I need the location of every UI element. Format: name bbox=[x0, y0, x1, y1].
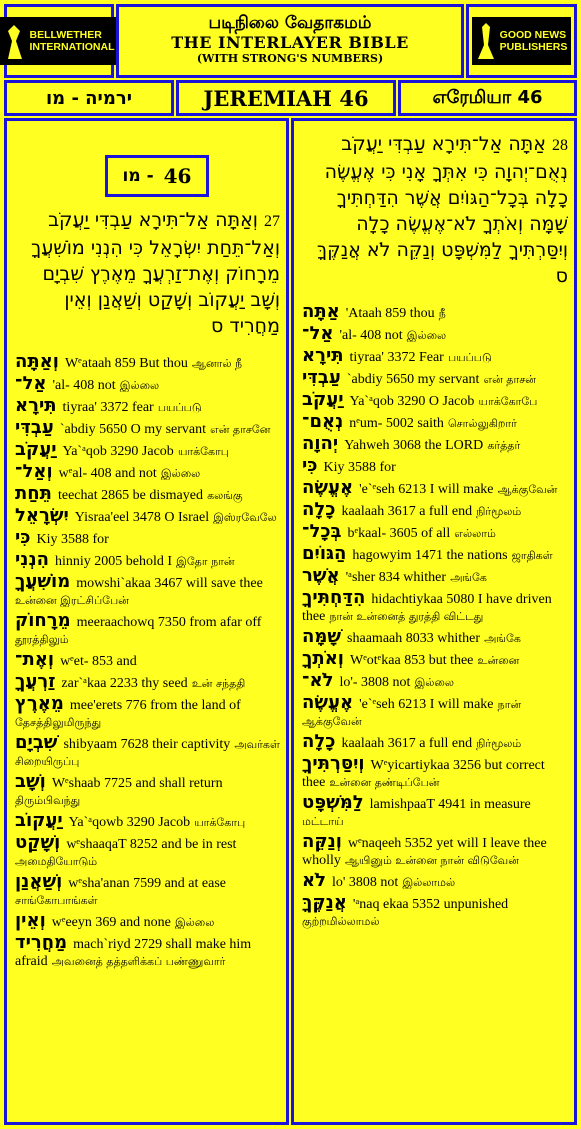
tamil-gloss: இதோ நான் bbox=[176, 555, 235, 568]
word-entry bbox=[15, 419, 280, 438]
word-entry bbox=[15, 812, 280, 831]
title-box bbox=[116, 4, 464, 78]
english-gloss: teechat 2865 be dismayed bbox=[57, 488, 203, 503]
word-entry bbox=[302, 833, 568, 869]
hebrew-word: וְשָׁקַט bbox=[15, 832, 61, 853]
english-gloss: lo' 3808 not bbox=[332, 875, 399, 890]
word-entry bbox=[302, 413, 568, 432]
word-entry bbox=[15, 734, 280, 770]
word-entry bbox=[302, 628, 568, 647]
english-gloss: hinniy 2005 behold I bbox=[54, 554, 173, 569]
tamil-gloss: யாக்கோபே bbox=[478, 395, 538, 408]
verse-28 bbox=[302, 131, 568, 289]
english-gloss: lo'- 3808 not bbox=[339, 675, 411, 690]
word-entry bbox=[302, 672, 568, 691]
hebrew-word: אֲנַקֶּךָּ bbox=[302, 892, 347, 913]
hebrew-word: לֹא bbox=[302, 870, 326, 891]
tamil-gloss: அவனைத் தத்தளிக்கப் பண்ணுவார் bbox=[51, 955, 226, 968]
english-gloss: tiyraa' 3372 Fear bbox=[349, 350, 444, 365]
hebrew-word: מֵרָחוֹק bbox=[15, 610, 71, 631]
word-entry bbox=[15, 507, 280, 526]
word-entry bbox=[302, 479, 568, 498]
word-entry bbox=[15, 441, 280, 460]
hebrew-word: מוֹשִׁעֲךָ bbox=[15, 571, 71, 592]
english-gloss: lamishpaaT 4941 in measure bbox=[369, 797, 531, 812]
hebrew-word: וְאַל־ bbox=[15, 461, 53, 482]
word-entry bbox=[302, 347, 568, 366]
word-entry bbox=[302, 391, 568, 410]
hebrew-word: וְשָׁב bbox=[15, 771, 46, 792]
tamil-gloss: சொல்லுகிறார் bbox=[448, 417, 517, 430]
hebrew-word: אֶעֱשֶׂה bbox=[302, 692, 354, 713]
english-gloss: wᵉsha'anan 7599 and at ease bbox=[68, 876, 226, 891]
english-gloss: wᵉnaqeeh 5352 yet will I leave thee wholly bbox=[302, 836, 547, 868]
english-gloss: 'Ataah 859 thou bbox=[345, 306, 435, 321]
hebrew-word: יַעֲקוֹב bbox=[15, 810, 63, 831]
word-entry bbox=[302, 733, 568, 752]
word-list bbox=[302, 303, 568, 930]
hebrew-word: אַתָּה bbox=[302, 301, 340, 322]
tamil-gloss: உன்னை இரட்சிப்பேன் bbox=[15, 594, 129, 607]
english-gloss: 'e`ᵉseh 6213 I will make bbox=[359, 697, 494, 712]
right-column bbox=[291, 118, 577, 1125]
tamil-gloss: மட்டாய் bbox=[302, 815, 344, 828]
hebrew-word: אֲשֶׁר bbox=[302, 565, 340, 586]
good-news-logo bbox=[466, 4, 577, 78]
book-tamil: எரேமியா 46 bbox=[398, 80, 577, 116]
tamil-gloss: திரும்பிவந்து bbox=[15, 794, 81, 807]
hebrew-word: זַרְעֲךָ bbox=[15, 671, 56, 692]
english-gloss: kaalaah 3617 a full end bbox=[341, 504, 473, 519]
word-entry bbox=[302, 894, 568, 930]
english-gloss: Wᵉshaab 7725 and shall return bbox=[51, 776, 223, 791]
tamil-gloss: உன் சந்ததி bbox=[191, 677, 246, 690]
hebrew-word: יַעֲקֹב bbox=[302, 389, 344, 410]
tamil-gloss: நீ bbox=[438, 307, 446, 320]
hebrew-word: הִדַּחְתִּיךָ bbox=[302, 587, 366, 608]
tamil-gloss: கர்த்தர் bbox=[487, 439, 521, 452]
good-news-line1: GOOD NEWS bbox=[499, 29, 567, 41]
trumpet-icon bbox=[476, 21, 496, 61]
english-gloss: wᵉal- 408 and not bbox=[58, 466, 157, 481]
hebrew-word: הִנְנִי bbox=[15, 549, 49, 570]
bellwether-line2: INTERNATIONAL bbox=[29, 41, 115, 53]
word-entry bbox=[302, 694, 568, 730]
word-entry bbox=[302, 872, 568, 891]
english-gloss: 'ᵃsher 834 whither bbox=[345, 570, 447, 585]
hebrew-word: וְאֶת־ bbox=[15, 649, 55, 670]
english-gloss: `abdiy 5650 O my servant bbox=[59, 422, 207, 437]
english-gloss: `abdiy 5650 my servant bbox=[346, 372, 480, 387]
tamil-gloss: உன்னை bbox=[477, 654, 520, 667]
bellwether-line1: BELLWETHER bbox=[29, 29, 102, 41]
word-entry bbox=[302, 325, 568, 344]
word-entry bbox=[15, 912, 280, 931]
word-entry bbox=[302, 457, 568, 476]
word-entry bbox=[302, 303, 568, 322]
english-gloss: shaamaah 8033 whither bbox=[347, 631, 481, 646]
word-entry bbox=[15, 551, 280, 570]
book-hebrew: ירמיה - מו bbox=[4, 80, 174, 116]
tamil-gloss: இல்லை bbox=[119, 379, 160, 392]
hebrew-word: בְּכָל־ bbox=[302, 521, 342, 542]
tamil-gloss: உன்னை தண்டிப்பேன் bbox=[329, 776, 440, 789]
word-entry bbox=[302, 523, 568, 542]
english-gloss: bᵉkaal- 3605 of all bbox=[347, 526, 451, 541]
english-gloss: Ya`ᵃqob 3290 Jacob bbox=[62, 444, 174, 459]
tamil-gloss: நிர்மூலம் bbox=[476, 505, 522, 518]
tamil-gloss: என் தாசன் bbox=[483, 373, 536, 386]
hebrew-word: וְאֵין bbox=[15, 910, 46, 931]
verse-27 bbox=[15, 207, 280, 339]
hebrew-word: יִשְׂרָאֵל bbox=[15, 505, 69, 526]
hebrew-word: אַל־ bbox=[302, 323, 334, 344]
word-entry bbox=[15, 397, 280, 416]
english-gloss: Yisraa'eel 3478 O Israel bbox=[74, 510, 210, 525]
hebrew-word: הַגּוֹיִם bbox=[302, 543, 347, 564]
tamil-gloss: அங்கே bbox=[450, 571, 487, 584]
chapter-hebrew: מו - bbox=[122, 166, 154, 186]
hebrew-word: תִּירָא bbox=[15, 395, 57, 416]
hebrew-word: מַחֲרִיד bbox=[15, 932, 68, 953]
hebrew-word: עַבְדִּי bbox=[302, 367, 341, 388]
tamil-gloss: பயப்படு bbox=[447, 351, 492, 364]
english-gloss: Yahweh 3068 the LORD bbox=[344, 438, 484, 453]
word-list bbox=[15, 353, 280, 970]
tamil-gloss: இல்லை bbox=[174, 916, 215, 929]
english-gloss: wᵉet- 853 and bbox=[60, 654, 137, 669]
book-english: JEREMIAH 46 bbox=[176, 80, 396, 116]
english-gloss: shibyaam 7628 their captivity bbox=[63, 737, 231, 752]
tamil-gloss: கலங்கு bbox=[207, 489, 243, 502]
word-entry bbox=[15, 773, 280, 809]
tamil-gloss: நான் உன்னைத் துரத்தி விட்டது bbox=[329, 610, 484, 623]
tamil-gloss: நிர்மூலம் bbox=[476, 737, 522, 750]
hebrew-word: אֶעֱשֶׂה bbox=[302, 477, 354, 498]
english-gloss: wᵉeeyn 369 and none bbox=[51, 915, 171, 930]
tamil-gloss: தேசத்திலுமிருந்து bbox=[15, 716, 102, 729]
english-gloss: Wᵉataah 859 But thou bbox=[64, 356, 188, 371]
chapter-badge bbox=[105, 155, 209, 197]
tamil-gloss: ஆயினும் உன்னை நான் விடுவேன் bbox=[345, 854, 519, 867]
hebrew-word: וְאַתָּה bbox=[15, 351, 59, 372]
english-gloss: Ya`ᵃqowb 3290 Jacob bbox=[68, 815, 191, 830]
english-gloss: Ya`ᵃqob 3290 O Jacob bbox=[349, 394, 475, 409]
word-entry bbox=[302, 794, 568, 830]
english-gloss: Wᵉyicartiykaa 3256 but correct thee bbox=[302, 758, 545, 790]
english-gloss: wᵉshaaqaT 8252 and be in rest bbox=[66, 837, 237, 852]
hebrew-word: תֵּחַת bbox=[15, 483, 52, 504]
tamil-gloss: அமைதியோடும் bbox=[15, 855, 98, 868]
word-entry bbox=[302, 589, 568, 625]
english-gloss: hidachtiykaa 5080 I have driven thee bbox=[302, 592, 552, 624]
hebrew-word: אַל־ bbox=[15, 373, 47, 394]
hebrew-word: כִּי bbox=[15, 527, 31, 548]
english-gloss: mee'erets 776 from the land of bbox=[69, 698, 241, 713]
chapter-number: 46 bbox=[163, 164, 192, 188]
tamil-gloss: என் தாசனே bbox=[210, 423, 271, 436]
word-entry bbox=[15, 651, 280, 670]
word-entry bbox=[15, 873, 280, 909]
tamil-gloss: பயப்படு bbox=[157, 401, 202, 414]
word-entry bbox=[15, 673, 280, 692]
verse-number: 27 bbox=[264, 213, 280, 230]
english-gloss: 'e`ᵉseh 6213 I will make bbox=[359, 482, 494, 497]
hebrew-word: יְהוָה bbox=[302, 433, 339, 454]
tamil-gloss: யாக்கோபு bbox=[177, 445, 229, 458]
tamil-gloss: ஆனால் நீ bbox=[192, 357, 243, 370]
hebrew-word: עַבְדִּי bbox=[15, 417, 54, 438]
verse-number: 28 bbox=[552, 137, 568, 154]
tamil-gloss: இல்லாமல் bbox=[402, 876, 456, 889]
hebrew-word: וְנַקֵּה bbox=[302, 831, 342, 852]
hebrew-word: נְאֻם־ bbox=[302, 411, 344, 432]
hebrew-word: לַמִּשְׁפָּט bbox=[302, 792, 364, 813]
hebrew-word: כָלָה bbox=[302, 499, 336, 520]
word-entry bbox=[302, 435, 568, 454]
word-entry bbox=[302, 755, 568, 791]
tamil-gloss: சாங்கோபாங்கள் bbox=[15, 894, 98, 907]
title-english: THE INTERLAYER BIBLE bbox=[171, 33, 409, 52]
word-entry bbox=[302, 369, 568, 388]
ram-icon bbox=[4, 21, 26, 61]
english-gloss: mach`riyd 2729 shall make him afraid bbox=[15, 937, 252, 969]
hebrew-word: כָלָה bbox=[302, 731, 336, 752]
word-entry bbox=[15, 375, 280, 394]
english-gloss: 'al- 408 not bbox=[52, 378, 116, 393]
tamil-gloss: இல்லை bbox=[406, 329, 447, 342]
word-entry bbox=[15, 353, 280, 372]
english-gloss: Kiy 3588 for bbox=[36, 532, 109, 547]
tamil-gloss: நான் ஆக்குவேன் bbox=[302, 698, 522, 728]
english-gloss: hagowyim 1471 the nations bbox=[352, 548, 508, 563]
hebrew-word: כִּי bbox=[302, 455, 318, 476]
tamil-gloss: ஆக்குவேன் bbox=[497, 483, 558, 496]
word-entry bbox=[302, 501, 568, 520]
verse-text: אַתָּה אַל־תִּירָא עַבְדִּי יַעֲקֹב נְאֻם־יְהוָה כִּי אִתְּךָ אָנִי כִּי אֶעֱשֶׂה כָלָה בְּכָל־הַגּוֹיִם אֲשֶׁר הִדַּחְתִּיךָ שָׁמָּה וְאֹתְךָ לֹא־אֶעֱשֶׂה כָלָה וְיִסַּרְתִּיךָ לַמִּשְׁפָּט וְנַקֵּה לֹא אֲנַקֶּךָּ ס bbox=[316, 133, 568, 287]
hebrew-word: יַעֲקֹב bbox=[15, 439, 57, 460]
word-entry bbox=[15, 463, 280, 482]
verse-text: וְאַתָּה אַל־תִּירָא עַבְדִּי יַעֲקֹב וְאַל־תֵּחַת יִשְׂרָאֵל כִּי הִנְנִי מוֹשִׁעֲךָ מֵרָחוֹק וְאֶת־זַרְעֲךָ מֵאֶרֶץ שִׁבְיָם וְשָׁב יַעֲקוֹב וְשָׁקַט וְשַׁאֲנַן וְאֵין מַחֲרִיד ס bbox=[30, 209, 280, 337]
left-column bbox=[4, 118, 289, 1125]
english-gloss: Kiy 3588 for bbox=[323, 460, 396, 475]
english-gloss: 'al- 408 not bbox=[339, 328, 403, 343]
english-gloss: tiyraa' 3372 fear bbox=[62, 400, 154, 415]
tamil-gloss: அவர்கள் சிறையிருப்பு bbox=[15, 738, 280, 768]
english-gloss: kaalaah 3617 a full end bbox=[341, 736, 473, 751]
word-entry bbox=[15, 612, 280, 648]
word-entry bbox=[15, 834, 280, 870]
english-gloss: zar`ᵃkaa 2233 thy seed bbox=[61, 676, 188, 691]
hebrew-word: שִׁבְיָם bbox=[15, 732, 58, 753]
word-entry bbox=[15, 695, 280, 731]
word-entry bbox=[15, 934, 280, 970]
tamil-gloss: இல்லை bbox=[160, 467, 201, 480]
word-entry bbox=[302, 567, 568, 586]
hebrew-word: שָׁמָּה bbox=[302, 626, 342, 647]
word-entry bbox=[15, 573, 280, 609]
tamil-gloss: குற்றமில்லாமல் bbox=[302, 915, 380, 928]
word-entry bbox=[302, 650, 568, 669]
english-gloss: meeraachowq 7350 from afar off bbox=[76, 615, 262, 630]
word-entry bbox=[15, 485, 280, 504]
hebrew-word: וְשַׁאֲנַן bbox=[15, 871, 63, 892]
tamil-gloss: தூரத்திலும் bbox=[15, 633, 69, 646]
good-news-line2: PUBLISHERS bbox=[499, 41, 568, 53]
english-gloss: 'ᵃnaq ekaa 5352 unpunished bbox=[352, 897, 509, 912]
hebrew-word: וְאֹתְךָ bbox=[302, 648, 344, 669]
tamil-gloss: ஜாதிகள் bbox=[511, 549, 553, 562]
english-gloss: Wᵉotᵉkaa 853 but thee bbox=[349, 653, 474, 668]
tamil-gloss: யாக்கோபு bbox=[194, 816, 246, 829]
word-entry bbox=[302, 545, 568, 564]
hebrew-word: וְיִסַּרְתִּיךָ bbox=[302, 753, 365, 774]
subtitle: (WITH STRONG'S NUMBERS) bbox=[196, 52, 384, 65]
tamil-gloss: இல்லை bbox=[414, 676, 454, 689]
word-entry bbox=[15, 529, 280, 548]
english-gloss: mowshi`akaa 3467 will save thee bbox=[76, 576, 263, 591]
tamil-gloss: அங்கே bbox=[484, 632, 521, 645]
hebrew-word: תִּירָא bbox=[302, 345, 344, 366]
title-tamil: படிநிலை வேதாகமம் bbox=[208, 13, 372, 33]
hebrew-word: מֵאֶרֶץ bbox=[15, 693, 64, 714]
bellwether-logo bbox=[4, 4, 114, 78]
tamil-gloss: எல்லாம் bbox=[454, 527, 496, 540]
english-gloss: nᵉum- 5002 saith bbox=[349, 416, 444, 431]
tamil-gloss: இஸ்ரவேலே bbox=[213, 511, 277, 524]
hebrew-word: לֹא־ bbox=[302, 670, 334, 691]
